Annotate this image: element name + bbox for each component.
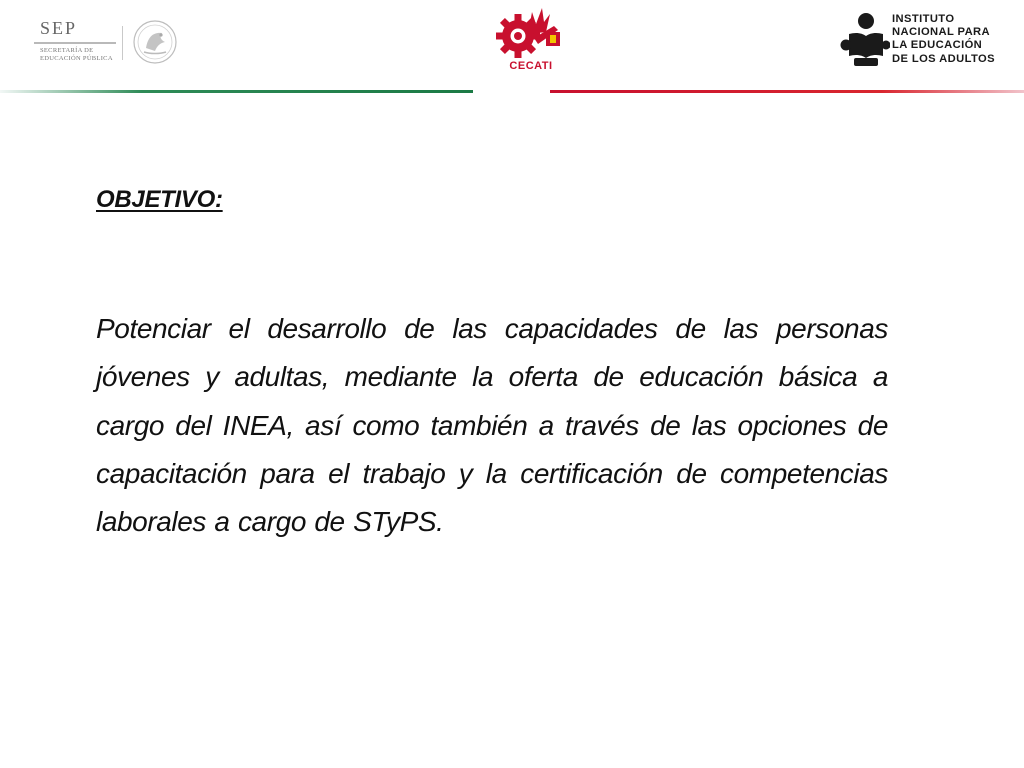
header-green-bar	[0, 90, 473, 93]
inea-line2: NACIONAL PARA	[892, 26, 991, 39]
section-heading: OBJETIVO:	[96, 186, 223, 213]
sep-subtitle-line1: SECRETARÍA DE	[40, 47, 94, 54]
sep-logo-subtitle	[40, 47, 113, 63]
inea-line1: INSTITUTO	[892, 13, 955, 25]
inea-line4: DE LOS ADULTOS	[892, 52, 995, 65]
cecati-logo	[488, 4, 574, 78]
header-red-bar	[550, 90, 1024, 93]
sep-logo-name: SEP	[40, 18, 78, 38]
objective-paragraph: Potenciar el desarrollo de las capacidades de las personas jóvenes y adultas, mediante la oferta de educación básica a cargo del INEA, así como también a través de las opciones de capacitación para el trabajo y la certificación de competencias laborales a cargo de STyPS.	[96, 313, 888, 538]
mexican-coat-of-arms-icon	[132, 18, 178, 66]
sep-logo	[30, 18, 190, 70]
cecati-gear-icon	[488, 4, 574, 62]
reader-icon	[840, 12, 890, 68]
inea-logo	[840, 12, 1010, 72]
sep-logo-divider	[122, 26, 123, 60]
inea-line3: LA EDUCACIÓN	[892, 39, 983, 52]
inea-logo-text	[892, 13, 995, 66]
sep-logo-rule	[34, 42, 116, 44]
sep-subtitle-line2: EDUCACIÓN PÚBLICA	[40, 55, 113, 62]
cecati-logo-name: CECATI	[509, 60, 553, 72]
